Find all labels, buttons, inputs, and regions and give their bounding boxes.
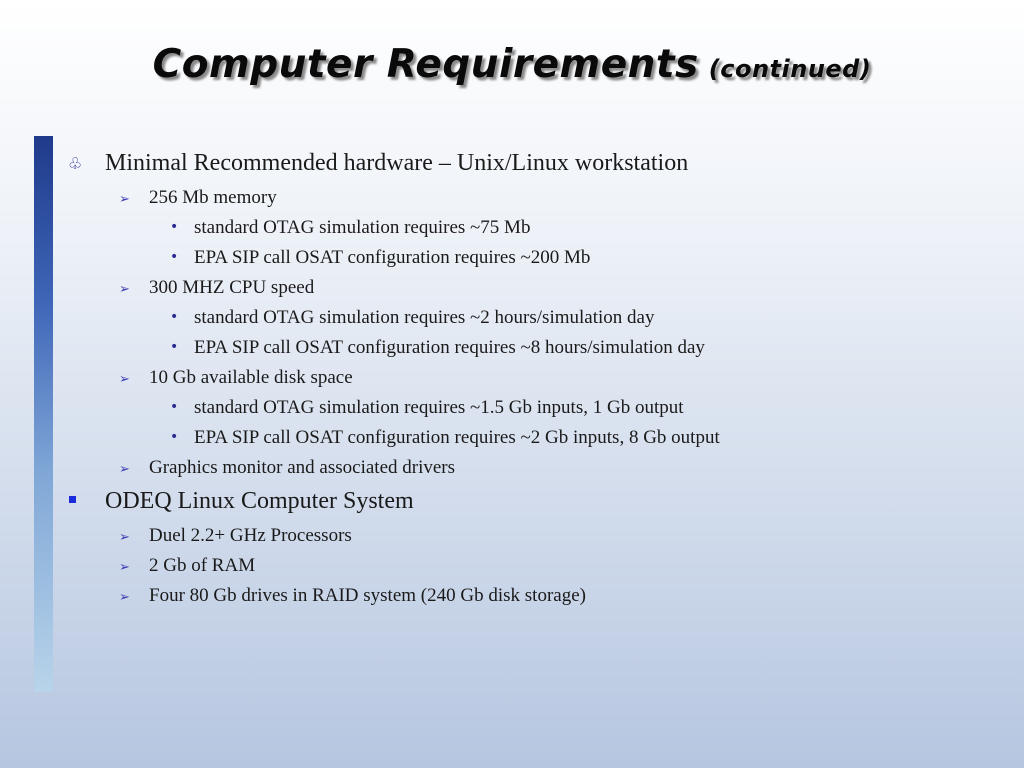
- arrow-bullet-icon: ➢: [119, 372, 130, 387]
- dot-bullet-icon: •: [170, 429, 179, 445]
- list-item-level2: 10 Gb available disk space: [149, 367, 353, 388]
- list-item-level3: EPA SIP call OSAT configuration requires ~200 Mb: [194, 247, 591, 268]
- list-item-level2: 2 Gb of RAM: [149, 555, 256, 576]
- dot-bullet-icon: •: [170, 309, 179, 325]
- list-item-level3: EPA SIP call OSAT configuration requires ~8 hours/simulation day: [194, 337, 705, 358]
- list-item-level3: EPA SIP call OSAT configuration requires ~2 Gb inputs, 8 Gb output: [194, 427, 720, 448]
- square-bullet-icon: [69, 496, 76, 503]
- list-item-level2: 300 MHZ CPU speed: [149, 277, 315, 298]
- slide-title-main: Computer Requirements: [152, 42, 699, 87]
- slide-title-suffix: (continued): [708, 55, 872, 83]
- arrow-bullet-icon: ➢: [119, 192, 130, 207]
- arrow-bullet-icon: ➢: [119, 530, 130, 545]
- dot-bullet-icon: •: [170, 339, 179, 355]
- dot-bullet-icon: •: [170, 219, 179, 235]
- arrow-bullet-icon: ➢: [119, 560, 130, 575]
- clover-icon: ♧: [68, 154, 83, 173]
- list-item-level2: 256 Mb memory: [149, 187, 277, 208]
- list-item-level3: standard OTAG simulation requires ~1.5 Gb inputs, 1 Gb output: [194, 397, 684, 418]
- dot-bullet-icon: •: [170, 399, 179, 415]
- decorative-side-bar: [34, 136, 53, 692]
- arrow-bullet-icon: ➢: [119, 590, 130, 605]
- list-item-level3: standard OTAG simulation requires ~75 Mb: [194, 217, 531, 238]
- slide-title: [0, 42, 1024, 87]
- dot-bullet-icon: •: [170, 249, 179, 265]
- arrow-bullet-icon: ➢: [119, 462, 130, 477]
- list-item-level1: Minimal Recommended hardware – Unix/Linux workstation: [105, 150, 689, 176]
- list-item-level1: ODEQ Linux Computer System: [105, 488, 414, 514]
- arrow-bullet-icon: ➢: [119, 282, 130, 297]
- list-item-level3: standard OTAG simulation requires ~2 hours/simulation day: [194, 307, 655, 328]
- list-item-level2: Duel 2.2+ GHz Processors: [149, 525, 352, 546]
- list-item-level2: Graphics monitor and associated drivers: [149, 457, 456, 478]
- list-item-level2: Four 80 Gb drives in RAID system (240 Gb disk storage): [149, 585, 586, 606]
